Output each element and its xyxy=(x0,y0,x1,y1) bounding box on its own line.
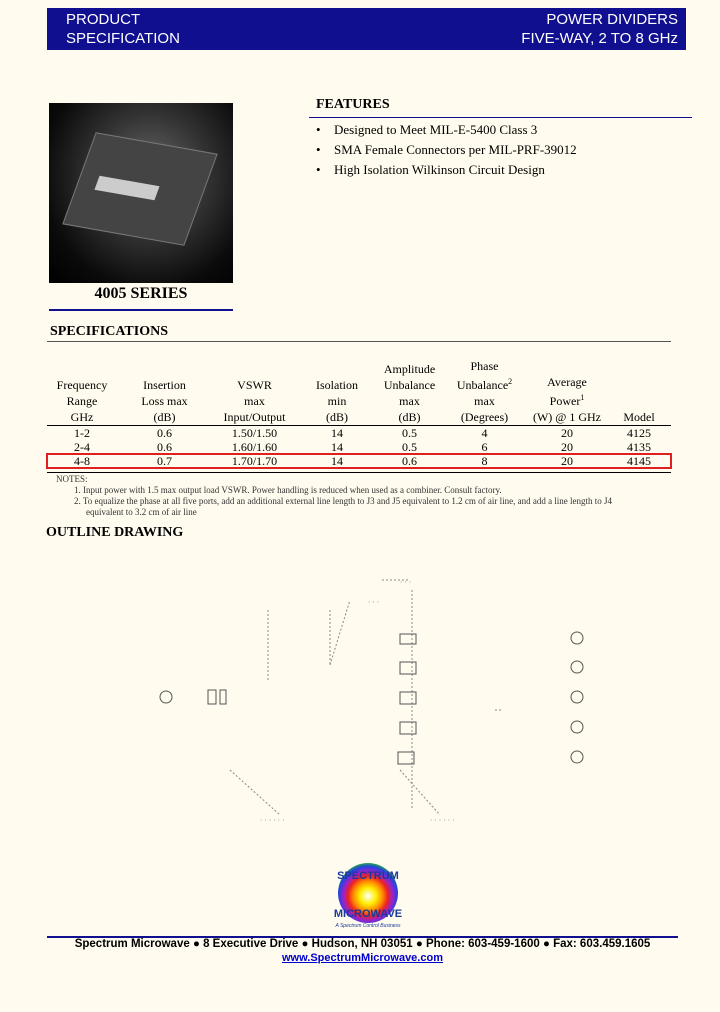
svg-text:∙ ∙ ∙: ∙ ∙ ∙ xyxy=(368,597,380,606)
product-photo xyxy=(49,103,233,283)
notes-divider xyxy=(47,472,671,473)
svg-text:∙ ∙ ∙ ∙ ∙ ∙: ∙ ∙ ∙ ∙ ∙ ∙ xyxy=(260,815,285,824)
header-right-line1: POWER DIVIDERS xyxy=(546,11,678,28)
note-item: equivalent to 3.2 cm of air line xyxy=(86,507,197,517)
website-link[interactable]: www.SpectrumMicrowave.com xyxy=(282,952,443,964)
features-title: FEATURES xyxy=(316,97,390,112)
features-divider xyxy=(309,117,692,118)
specifications-table xyxy=(47,358,671,468)
series-title: 4005 SERIES xyxy=(94,285,188,302)
note-item: 2. To equalize the phase at all five ports, add an additional external line length to J3 and J5 equivalent to 1.2 cm of air line, and add a line length to J4 xyxy=(74,496,613,506)
svg-text:SPECTRUM: SPECTRUM xyxy=(337,870,399,882)
spectrum-microwave-logo xyxy=(318,857,418,933)
header-left-line1: PRODUCT xyxy=(66,11,141,28)
table-row: 1-2 0.6 1.50/1.50 14 0.5 4 20 4125 xyxy=(74,426,651,440)
col-isolation: Isolation min (dB) xyxy=(316,378,358,424)
header-right xyxy=(521,10,678,48)
series-divider xyxy=(49,309,233,311)
svg-text:MICROWAVE: MICROWAVE xyxy=(333,908,403,920)
header-left xyxy=(66,10,180,48)
feature-item: • SMA Female Connectors per MIL-PRF-39012 xyxy=(316,140,577,160)
col-vswr: VSWR max Input/Output xyxy=(223,378,286,424)
svg-text:∙ ∙ ∙: ∙ ∙ ∙ xyxy=(400,577,412,586)
feature-item: • High Isolation Wilkinson Circuit Design xyxy=(316,160,577,180)
features-list xyxy=(316,120,577,180)
svg-text:∙ ∙ ∙ ∙ ∙ ∙: ∙ ∙ ∙ ∙ ∙ ∙ xyxy=(430,815,455,824)
col-amplitude: Amplitude Unbalance max (dB) xyxy=(383,362,436,424)
header-left-line2: SPECIFICATION xyxy=(66,30,180,47)
footer-address: Spectrum Microwave ● 8 Executive Drive ● Hudson, NH 03051 ● Phone: 603-459-1600 ● Fax: 603.459.1605 xyxy=(74,938,651,950)
header-right-line2: FIVE-WAY, 2 TO 8 GHz xyxy=(521,30,678,47)
specifications-title: SPECIFICATIONS xyxy=(50,324,168,339)
outline-title: OUTLINE DRAWING xyxy=(46,525,184,540)
table-row-highlighted: 4-8 0.7 1.70/1.70 14 0.6 8 20 4145 xyxy=(47,454,671,468)
specifications-divider xyxy=(47,341,671,342)
col-phase: Phase Unbalance$^2$ max (Degrees) xyxy=(456,359,513,424)
svg-text:A Spectrum Control Business: A Spectrum Control Business xyxy=(335,923,401,929)
outline-drawing xyxy=(150,570,610,835)
notes xyxy=(56,474,684,518)
note-item: 1. Input power with 1.5 max output load VSWR. Power handling is reduced when used as a combiner. Consult factory. xyxy=(74,485,502,495)
col-power: Average Power$^1$ (W) @ 1 GHz xyxy=(532,375,602,424)
table-header-row xyxy=(47,358,671,426)
feature-item: • Designed to Meet MIL-E-5400 Class 3 xyxy=(316,120,577,140)
col-insertion-loss: Insertion Loss max (dB) xyxy=(141,378,188,424)
table-row: 2-4 0.6 1.60/1.60 14 0.5 6 20 4135 xyxy=(74,440,651,454)
notes-title: NOTES: xyxy=(56,474,88,484)
col-frequency: Frequency Range GHz xyxy=(56,378,108,424)
header-bar xyxy=(47,8,686,50)
col-model: Model xyxy=(623,410,655,424)
